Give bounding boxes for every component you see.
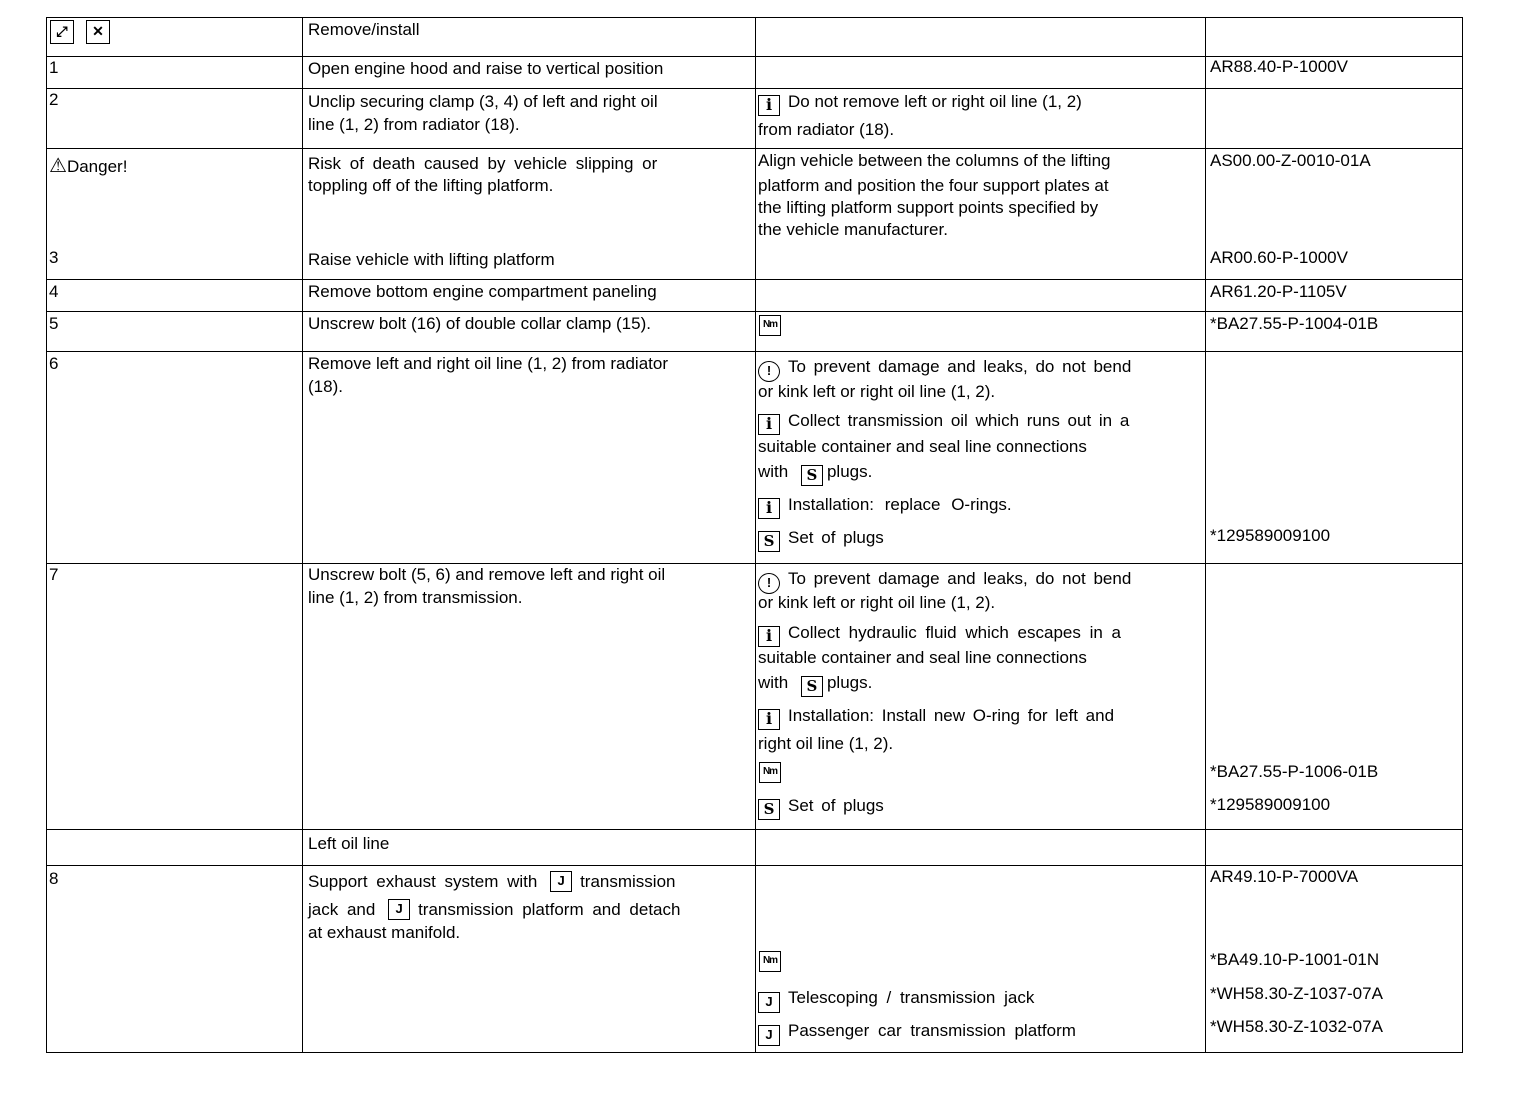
- step-number: 1: [49, 58, 59, 77]
- action-text: Open engine hood and raise to vertical position: [308, 59, 664, 78]
- note-text: [758, 411, 1129, 435]
- step-number: 4: [49, 282, 59, 301]
- action-text: Unscrew bolt (5, 6) and remove left and right oil: [308, 565, 666, 584]
- action-text: Unscrew bolt (16) of double collar clamp (15).: [308, 314, 651, 333]
- note-line: Collect transmission oil which runs out in a: [788, 411, 1130, 430]
- note-text: [758, 673, 872, 697]
- note-line: Telescoping / transmission jack: [788, 988, 1035, 1007]
- note-text: [758, 1021, 1076, 1046]
- col-line: [302, 17, 303, 1053]
- action-text: (18).: [308, 377, 343, 396]
- col-line: [46, 17, 47, 1053]
- caution-icon: !: [758, 361, 780, 382]
- torque-icon[interactable]: Nm: [759, 951, 781, 972]
- info-icon: i: [758, 709, 780, 730]
- note-text: the vehicle manufacturer.: [758, 220, 948, 239]
- section-title: Remove/install: [308, 20, 420, 39]
- transmission-platform-icon[interactable]: J: [388, 899, 410, 920]
- step-number: 3: [49, 248, 59, 267]
- note-text: or kink left or right oil line (1, 2).: [758, 382, 996, 401]
- note-line: plugs.: [826, 462, 873, 481]
- note-text: [758, 706, 1114, 730]
- note-text: platform and position the four support plates at: [758, 176, 1109, 195]
- note-line: Installation: replace O-rings.: [788, 495, 1012, 514]
- note-line: with: [758, 673, 789, 692]
- step-number: 7: [49, 565, 59, 584]
- reference-link[interactable]: *WH58.30-Z-1032-07A: [1210, 1017, 1383, 1036]
- reference-link[interactable]: *BA27.55-P-1006-01B: [1210, 762, 1379, 781]
- note-text: [758, 623, 1121, 647]
- reference-link[interactable]: AR61.20-P-1105V: [1210, 282, 1347, 301]
- note-text: [758, 796, 884, 820]
- action-text: Unclip securing clamp (3, 4) of left and right oil: [308, 92, 658, 111]
- note-text: [758, 357, 1131, 382]
- col-line: [1462, 17, 1463, 1053]
- transmission-jack-icon[interactable]: J: [758, 992, 780, 1013]
- subheading: Left oil line: [308, 834, 390, 853]
- note-line: with: [758, 462, 789, 481]
- note-line: Passenger car transmission platform: [788, 1021, 1076, 1040]
- transmission-platform-icon[interactable]: J: [758, 1025, 780, 1046]
- torque-icon[interactable]: Nm: [759, 315, 781, 336]
- action-text: Remove bottom engine compartment paneling: [308, 282, 657, 301]
- action-text: Remove left and right oil line (1, 2) from radiator: [308, 354, 668, 373]
- note-line: To prevent damage and leaks, do not bend: [788, 569, 1132, 588]
- note-text: [758, 92, 1082, 116]
- plug-tool-icon[interactable]: S: [758, 799, 780, 820]
- info-icon: i: [758, 95, 780, 116]
- reference-link[interactable]: AR49.10-P-7000VA: [1210, 867, 1359, 886]
- danger-label: [49, 155, 127, 177]
- note-text: [758, 495, 1012, 519]
- action-text: toppling off of the lifting platform.: [308, 176, 554, 195]
- col-line: [1205, 17, 1206, 1053]
- note-line: Collect hydraulic fluid which escapes in a: [788, 623, 1121, 642]
- note-text: suitable container and seal line connections: [758, 648, 1087, 667]
- action-line: transmission: [580, 872, 676, 891]
- action-line: transmission platform and detach: [418, 900, 681, 919]
- reference-link[interactable]: AS00.00-Z-0010-01A: [1210, 151, 1371, 170]
- reference-link[interactable]: AR00.60-P-1000V: [1210, 248, 1348, 267]
- note-text: [758, 462, 872, 486]
- collapse-icon[interactable]: ✕: [86, 20, 110, 44]
- note-line: Set of plugs: [788, 796, 884, 815]
- action-line: jack and: [308, 900, 376, 919]
- note-text: or kink left or right oil line (1, 2).: [758, 593, 996, 612]
- action-line: Support exhaust system with: [308, 872, 538, 891]
- expand-icon[interactable]: ⤢: [50, 20, 74, 44]
- reference-link[interactable]: *BA49.10-P-1001-01N: [1210, 950, 1380, 969]
- action-text: Risk of death caused by vehicle slipping or: [308, 154, 658, 173]
- action-text: at exhaust manifold.: [308, 923, 461, 942]
- reference-link[interactable]: AR88.40-P-1000V: [1210, 57, 1348, 76]
- torque-icon[interactable]: Nm: [759, 762, 781, 783]
- step-number: 6: [49, 354, 59, 373]
- warning-triangle-icon: ⚠: [49, 153, 67, 177]
- note-line: Installation: Install new O-ring for left and: [788, 706, 1115, 725]
- action-text: line (1, 2) from transmission.: [308, 588, 523, 607]
- note-text: Align vehicle between the columns of the lifting: [758, 151, 1111, 170]
- info-icon: i: [758, 414, 780, 435]
- note-line: To prevent damage and leaks, do not bend: [788, 357, 1132, 376]
- note-text: suitable container and seal line connections: [758, 437, 1087, 456]
- danger-text: Danger!: [66, 157, 128, 176]
- action-text: Raise vehicle with lifting platform: [308, 250, 555, 269]
- plug-tool-icon[interactable]: S: [758, 531, 780, 552]
- info-icon: i: [758, 626, 780, 647]
- note-line: Set of plugs: [788, 528, 884, 547]
- step-number: 2: [49, 90, 59, 109]
- action-text: [308, 899, 680, 920]
- reference-link[interactable]: *BA27.55-P-1004-01B: [1210, 314, 1379, 333]
- note-text: [758, 569, 1131, 594]
- action-text: [308, 871, 675, 892]
- caution-icon: !: [758, 573, 780, 594]
- note-line: plugs.: [826, 673, 873, 692]
- note-text: the lifting platform support points specified by: [758, 198, 1099, 217]
- step-number: 8: [49, 869, 59, 888]
- transmission-jack-icon[interactable]: J: [550, 871, 572, 892]
- reference-link[interactable]: *129589009100: [1210, 526, 1331, 545]
- info-icon: i: [758, 498, 780, 519]
- note-text: [758, 988, 1034, 1013]
- action-text: line (1, 2) from radiator (18).: [308, 115, 520, 134]
- plug-tool-icon[interactable]: S: [801, 465, 823, 486]
- note-line: Do not remove left or right oil line (1, 2): [788, 92, 1082, 111]
- note-text: [758, 528, 884, 552]
- col-line: [755, 17, 756, 1053]
- note-text: right oil line (1, 2).: [758, 734, 894, 753]
- note-text: from radiator (18).: [758, 120, 895, 139]
- step-number: 5: [49, 314, 59, 333]
- reference-link[interactable]: *WH58.30-Z-1037-07A: [1210, 984, 1383, 1003]
- plug-tool-icon[interactable]: S: [801, 676, 823, 697]
- reference-link[interactable]: *129589009100: [1210, 795, 1331, 814]
